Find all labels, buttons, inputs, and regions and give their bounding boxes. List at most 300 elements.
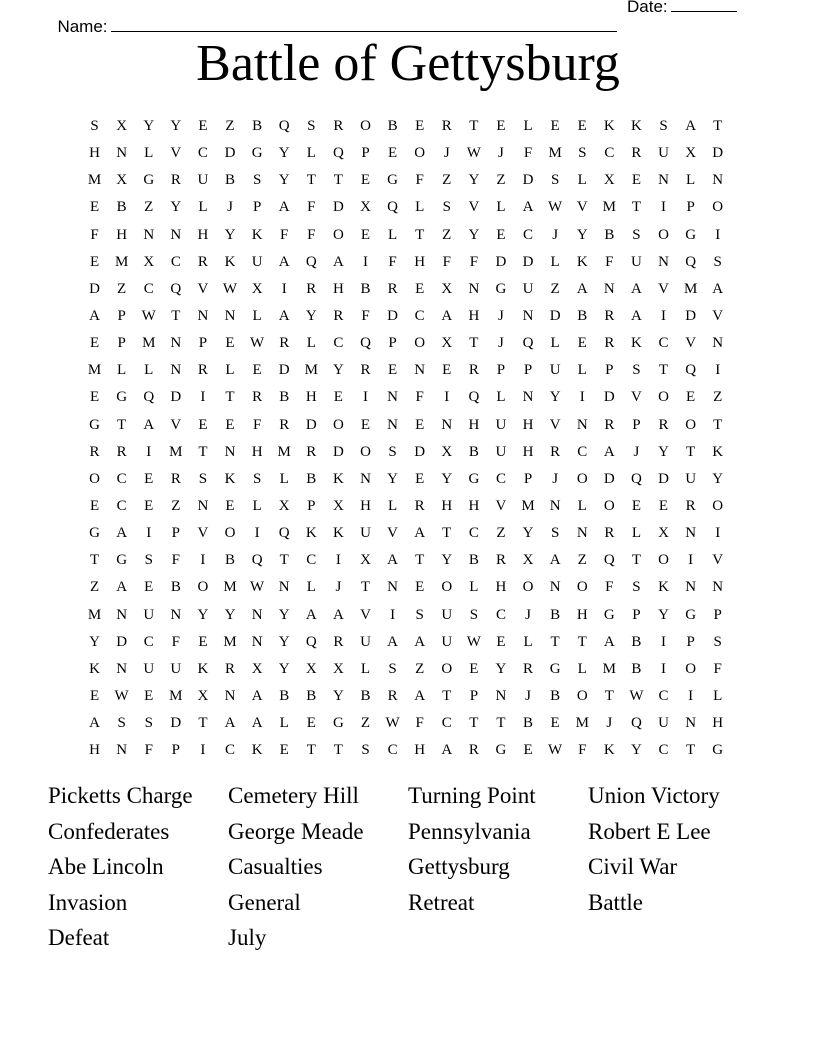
grid-letter[interactable]: A [387,552,398,569]
grid-letter[interactable]: U [495,443,507,460]
grid-letter[interactable]: N [549,579,561,596]
grid-letter[interactable]: J [335,579,342,596]
grid-letter[interactable]: E [333,389,343,406]
grid-letter[interactable]: S [578,145,587,162]
grid-letter[interactable]: D [224,145,236,162]
grid-letter[interactable]: K [224,253,236,270]
grid-letter[interactable]: E [144,470,154,487]
grid-letter[interactable]: S [252,172,262,189]
grid-letter[interactable]: G [685,606,697,623]
grid-letter[interactable]: R [387,280,398,297]
grid-letter[interactable]: H [414,253,426,270]
grid-letter[interactable]: K [332,525,344,542]
grid-letter[interactable]: W [250,335,265,352]
grid-letter[interactable]: R [414,497,425,514]
grid-letter[interactable]: I [715,362,721,379]
grid-letter[interactable]: O [658,389,669,406]
grid-letter[interactable]: H [468,497,480,514]
grid-letter[interactable]: B [252,118,263,134]
grid-letter[interactable]: O [441,660,453,677]
grid-letter[interactable]: D [712,145,724,162]
grid-letter[interactable]: D [278,362,290,379]
grid-letter[interactable]: E [686,389,696,406]
grid-letter[interactable]: N [143,226,155,243]
grid-letter[interactable]: O [658,552,669,569]
grid-letter[interactable]: S [469,606,479,623]
grid-letter[interactable]: W [250,579,265,596]
grid-letter[interactable]: N [197,497,209,514]
grid-letter[interactable]: U [658,715,669,732]
grid-letter[interactable]: I [254,525,260,542]
grid-letter[interactable]: H [495,579,507,596]
grid-letter[interactable]: C [143,280,154,297]
grid-letter[interactable]: A [251,715,263,732]
grid-letter[interactable]: E [658,497,669,514]
grid-letter[interactable]: J [633,443,640,460]
grid-letter[interactable]: T [631,552,641,569]
grid-letter[interactable]: B [306,687,317,704]
grid-letter[interactable]: X [251,660,263,677]
grid-letter[interactable]: E [523,742,533,759]
grid-letter[interactable]: X [305,660,317,677]
grid-letter[interactable]: B [360,280,371,297]
grid-letter[interactable]: L [360,660,371,677]
grid-letter[interactable]: R [333,633,344,650]
grid-letter[interactable]: O [441,579,453,596]
grid-letter[interactable]: W [385,715,400,732]
grid-letter[interactable]: T [198,715,208,732]
grid-letter[interactable]: X [143,253,155,270]
grid-letter[interactable]: Y [549,389,561,406]
grid-letter[interactable]: R [604,307,615,324]
grid-letter[interactable]: D [387,307,398,324]
grid-letter[interactable]: F [713,660,722,677]
grid-letter[interactable]: D [522,172,534,189]
grid-letter[interactable]: H [360,497,371,514]
grid-letter[interactable]: D [495,253,507,270]
grid-letter[interactable]: R [170,172,181,189]
grid-letter[interactable]: H [89,742,100,759]
grid-letter[interactable]: E [360,416,371,433]
grid-letter[interactable]: R [387,687,398,704]
grid-letter[interactable]: A [631,280,642,297]
grid-letter[interactable]: A [278,199,290,216]
grid-letter[interactable]: W [466,145,481,162]
grid-letter[interactable]: I [661,307,667,324]
grid-letter[interactable]: F [361,307,370,324]
grid-letter[interactable]: E [631,172,641,189]
grid-letter[interactable]: Z [713,389,723,406]
grid-letter[interactable]: R [495,552,506,569]
grid-letter[interactable]: M [114,253,129,270]
grid-letter[interactable]: Z [144,199,154,216]
grid-letter[interactable]: S [659,118,668,134]
grid-letter[interactable]: B [468,552,479,569]
grid-letter[interactable]: A [441,742,453,759]
grid-letter[interactable]: F [442,253,451,270]
grid-letter[interactable]: E [415,416,425,433]
grid-letter[interactable]: U [495,416,507,433]
grid-letter[interactable]: N [197,307,209,324]
grid-letter[interactable]: T [171,307,181,324]
grid-letter[interactable]: C [170,253,181,270]
grid-letter[interactable]: N [116,606,128,623]
grid-letter[interactable]: P [523,470,533,487]
grid-letter[interactable]: N [224,687,236,704]
grid-letter[interactable]: E [415,280,425,297]
grid-letter[interactable]: K [603,118,615,134]
grid-letter[interactable]: U [549,362,561,379]
grid-letter[interactable]: Q [685,253,697,270]
grid-letter[interactable]: M [521,497,535,514]
grid-letter[interactable]: P [252,199,262,216]
grid-letter[interactable]: X [116,118,128,134]
grid-letter[interactable]: X [360,552,371,569]
grid-letter[interactable]: C [604,145,615,162]
grid-letter[interactable]: R [604,335,615,352]
grid-letter[interactable]: W [114,687,129,704]
grid-letter[interactable]: N [251,633,263,650]
grid-letter[interactable]: Q [603,552,615,569]
grid-letter[interactable]: A [414,687,426,704]
grid-letter[interactable]: N [414,362,426,379]
grid-letter[interactable]: L [279,470,289,487]
grid-letter[interactable]: H [251,443,263,460]
grid-letter[interactable]: K [197,660,209,677]
grid-letter[interactable]: Y [89,633,100,650]
grid-letter[interactable]: Z [171,497,181,514]
grid-letter[interactable]: D [116,633,128,650]
grid-letter[interactable]: R [631,145,642,162]
grid-letter[interactable]: Y [197,606,209,623]
grid-letter[interactable]: T [198,443,208,460]
grid-letter[interactable]: I [335,552,341,569]
grid-letter[interactable]: U [360,633,371,650]
grid-letter[interactable]: X [658,525,669,542]
grid-letter[interactable]: B [577,307,588,324]
grid-letter[interactable]: E [387,145,398,162]
grid-letter[interactable]: D [414,443,426,460]
grid-letter[interactable]: S [144,715,153,732]
grid-letter[interactable]: L [523,118,533,134]
grid-letter[interactable]: G [332,715,344,732]
grid-letter[interactable]: R [306,443,317,460]
grid-letter[interactable]: A [603,443,615,460]
grid-letter[interactable]: N [170,362,182,379]
grid-letter[interactable]: Y [441,552,453,569]
grid-letter[interactable]: K [712,443,724,460]
grid-letter[interactable]: T [496,715,506,732]
grid-letter[interactable]: C [523,226,534,243]
grid-letter[interactable]: I [362,389,368,406]
grid-letter[interactable]: Y [278,145,290,162]
grid-letter[interactable]: Y [658,606,669,623]
grid-letter[interactable]: R [468,362,479,379]
grid-letter[interactable]: Y [143,118,155,134]
grid-letter[interactable]: D [170,715,182,732]
grid-letter[interactable]: K [305,525,317,542]
grid-letter[interactable]: C [414,307,425,324]
grid-letter[interactable]: W [222,280,238,297]
grid-letter[interactable]: E [89,687,100,704]
grid-letter[interactable]: G [712,742,724,759]
grid-letter[interactable]: X [441,443,453,460]
grid-letter[interactable]: M [304,362,318,379]
grid-letter[interactable]: X [522,552,534,569]
grid-letter[interactable]: G [468,470,480,487]
grid-letter[interactable]: P [632,606,641,623]
grid-letter[interactable]: F [252,416,262,433]
grid-letter[interactable]: L [550,335,560,352]
grid-letter[interactable]: B [360,687,371,704]
grid-letter[interactable]: A [387,633,398,650]
grid-letter[interactable]: Y [278,633,290,650]
grid-letter[interactable]: I [390,606,396,623]
grid-letter[interactable]: R [658,416,669,433]
grid-letter[interactable]: F [144,742,153,759]
grid-letter[interactable]: O [576,579,588,596]
grid-letter[interactable]: A [631,307,642,324]
grid-letter[interactable]: A [603,633,615,650]
grid-letter[interactable]: Y [441,470,453,487]
grid-letter[interactable]: L [387,226,398,243]
grid-letter[interactable]: X [197,687,209,704]
grid-letter[interactable]: E [387,362,398,379]
grid-letter[interactable]: I [661,633,667,650]
grid-letter[interactable]: B [604,226,615,243]
grid-letter[interactable]: G [116,389,128,406]
grid-letter[interactable]: I [688,687,694,704]
grid-letter[interactable]: S [713,633,722,650]
grid-letter[interactable]: O [197,579,209,596]
grid-letter[interactable]: M [602,660,616,677]
grid-letter[interactable]: I [146,525,152,542]
grid-letter[interactable]: M [602,199,616,216]
grid-letter[interactable]: N [522,389,534,406]
grid-letter[interactable]: R [441,118,452,134]
grid-letter[interactable]: F [307,226,316,243]
grid-letter[interactable]: Y [278,660,290,677]
grid-letter[interactable]: F [307,199,316,216]
grid-letter[interactable]: Q [278,118,290,134]
grid-letter[interactable]: I [661,660,667,677]
grid-letter[interactable]: T [604,687,614,704]
grid-letter[interactable]: O [685,416,697,433]
grid-letter[interactable]: C [441,715,452,732]
grid-letter[interactable]: O [360,443,371,460]
grid-letter[interactable]: A [549,552,561,569]
grid-letter[interactable]: X [685,145,697,162]
grid-letter[interactable]: R [604,416,615,433]
grid-letter[interactable]: G [549,660,561,677]
grid-letter[interactable]: B [170,579,181,596]
grid-letter[interactable]: J [498,335,504,352]
grid-letter[interactable]: B [225,552,236,569]
grid-letter[interactable]: R [89,443,100,460]
grid-letter[interactable]: E [198,633,208,650]
grid-letter[interactable]: L [306,579,316,596]
grid-letter[interactable]: N [495,687,507,704]
grid-letter[interactable]: E [144,687,154,704]
grid-letter[interactable]: J [498,307,504,324]
grid-letter[interactable]: L [387,497,398,514]
grid-letter[interactable]: H [305,389,317,406]
grid-letter[interactable]: C [116,497,127,514]
grid-letter[interactable]: K [224,470,236,487]
grid-letter[interactable]: A [712,280,724,297]
grid-letter[interactable]: Y [495,660,507,677]
grid-letter[interactable]: O [576,687,588,704]
grid-letter[interactable]: F [523,145,533,162]
grid-letter[interactable]: X [332,497,344,514]
grid-letter[interactable]: Y [332,362,344,379]
grid-letter[interactable]: E [550,118,560,134]
grid-letter[interactable]: Y [468,172,480,189]
grid-letter[interactable]: D [332,443,344,460]
grid-letter[interactable]: E [496,118,506,134]
grid-letter[interactable]: E [415,579,425,596]
grid-letter[interactable]: Y [576,226,588,243]
grid-letter[interactable]: F [415,389,424,406]
grid-letter[interactable]: I [688,552,694,569]
grid-letter[interactable]: A [116,525,128,542]
grid-letter[interactable]: H [468,307,480,324]
grid-letter[interactable]: A [332,253,344,270]
grid-letter[interactable]: B [631,660,642,677]
grid-letter[interactable]: P [713,606,722,623]
grid-letter[interactable]: P [117,307,126,324]
grid-letter[interactable]: E [496,226,506,243]
grid-letter[interactable]: H [441,497,453,514]
grid-letter[interactable]: E [89,199,100,216]
grid-letter[interactable]: P [117,335,126,352]
grid-letter[interactable]: U [658,145,669,162]
grid-letter[interactable]: C [225,742,236,759]
grid-letter[interactable]: A [332,606,344,623]
grid-letter[interactable]: P [171,742,180,759]
grid-letter[interactable]: Q [251,552,263,569]
grid-letter[interactable]: Y [170,199,182,216]
grid-letter[interactable]: A [89,715,100,732]
grid-letter[interactable]: V [549,416,561,433]
grid-letter[interactable]: R [685,497,696,514]
grid-letter[interactable]: R [170,470,181,487]
grid-letter[interactable]: P [361,145,370,162]
grid-letter[interactable]: A [305,606,317,623]
grid-letter[interactable]: H [522,416,534,433]
grid-letter[interactable]: N [224,307,236,324]
grid-letter[interactable]: T [360,579,371,596]
grid-letter[interactable]: R [116,443,127,460]
grid-letter[interactable]: M [277,443,291,460]
grid-letter[interactable]: U [685,470,697,487]
grid-letter[interactable]: G [495,280,507,297]
grid-letter[interactable]: L [550,253,560,270]
grid-letter[interactable]: F [280,226,289,243]
grid-letter[interactable]: T [686,742,696,759]
grid-letter[interactable]: Y [387,470,398,487]
grid-letter[interactable]: P [605,362,614,379]
grid-letter[interactable]: N [712,335,724,352]
grid-letter[interactable]: F [415,715,424,732]
grid-letter[interactable]: E [89,253,100,270]
grid-letter[interactable]: L [306,335,316,352]
grid-letter[interactable]: K [251,226,263,243]
grid-letter[interactable]: X [251,280,263,297]
grid-letter[interactable]: N [387,579,398,596]
grid-letter[interactable]: J [525,687,531,704]
grid-letter[interactable]: S [90,118,99,134]
grid-letter[interactable]: N [387,389,398,406]
grid-letter[interactable]: T [550,633,560,650]
name-field[interactable] [111,17,617,32]
grid-letter[interactable]: L [225,362,235,379]
grid-letter[interactable]: Y [278,606,290,623]
grid-letter[interactable]: Z [225,118,235,134]
grid-letter[interactable]: Q [631,715,642,732]
grid-letter[interactable]: E [198,416,208,433]
grid-letter[interactable]: A [522,199,534,216]
grid-letter[interactable]: I [200,742,206,759]
grid-letter[interactable]: H [332,280,344,297]
grid-letter[interactable]: G [89,525,100,542]
grid-letter[interactable]: N [116,145,128,162]
grid-letter[interactable]: E [89,497,100,514]
grid-letter[interactable]: D [603,389,615,406]
grid-letter[interactable]: L [496,389,506,406]
grid-letter[interactable]: Q [332,145,344,162]
grid-letter[interactable]: I [200,552,206,569]
grid-letter[interactable]: N [685,525,697,542]
grid-letter[interactable]: E [496,633,506,650]
grid-letter[interactable]: G [603,606,615,623]
grid-letter[interactable]: E [469,660,479,677]
grid-letter[interactable]: O [224,525,236,542]
grid-letter[interactable]: G [387,172,398,189]
grid-letter[interactable]: R [252,389,263,406]
grid-letter[interactable]: N [251,606,263,623]
grid-letter[interactable]: R [225,660,236,677]
grid-letter[interactable]: Y [468,226,480,243]
grid-letter[interactable]: T [89,552,100,569]
grid-letter[interactable]: Q [305,253,317,270]
grid-letter[interactable]: O [658,226,669,243]
grid-letter[interactable]: Z [496,525,506,542]
grid-letter[interactable]: C [116,470,127,487]
grid-letter[interactable]: Z [442,172,452,189]
grid-letter[interactable]: F [469,253,479,270]
grid-letter[interactable]: P [388,335,397,352]
grid-letter[interactable]: W [548,742,563,759]
grid-letter[interactable]: I [715,525,721,542]
grid-letter[interactable]: I [579,389,585,406]
grid-letter[interactable]: O [603,497,615,514]
grid-letter[interactable]: G [143,172,155,189]
grid-letter[interactable]: Q [685,362,697,379]
grid-letter[interactable]: O [332,416,344,433]
grid-letter[interactable]: U [441,633,453,650]
grid-letter[interactable]: U [360,525,371,542]
grid-letter[interactable]: L [686,172,696,189]
grid-letter[interactable]: T [713,118,723,134]
grid-letter[interactable]: V [197,525,209,542]
grid-letter[interactable]: C [143,633,154,650]
grid-letter[interactable]: R [604,525,615,542]
grid-letter[interactable]: M [87,362,102,379]
grid-letter[interactable]: X [441,280,453,297]
grid-letter[interactable]: Y [658,443,669,460]
grid-letter[interactable]: T [469,335,479,352]
